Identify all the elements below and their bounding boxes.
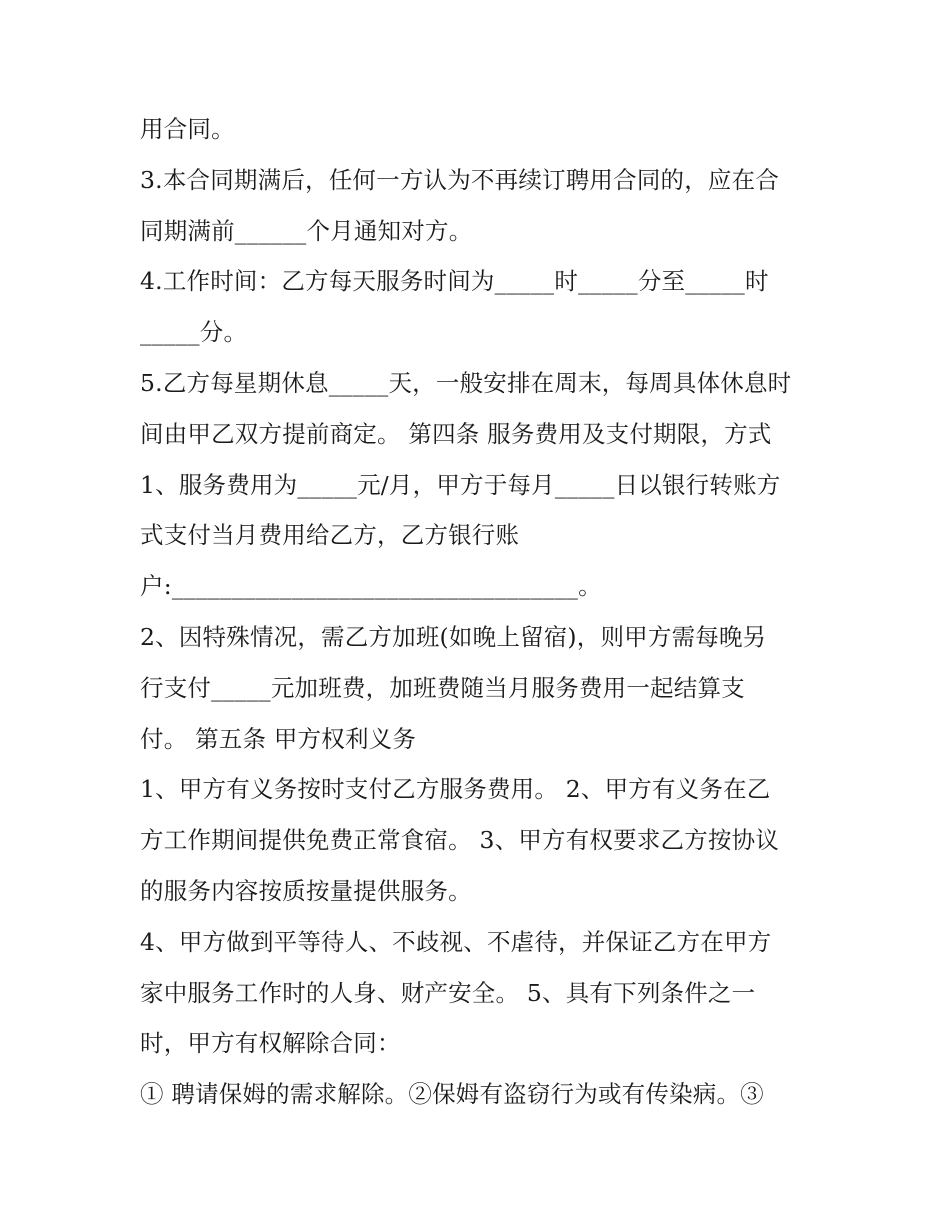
- text-line: 1、甲方有义务按时支付乙方服务费用。 2、甲方有义务在乙: [140, 775, 771, 804]
- text-line: ① 聘请保姆的需求解除。②保姆有盗窃行为或有传染病。③: [140, 1080, 764, 1109]
- text-line: 2、因特殊情况，需乙方加班(如晚上留宿)，则甲方需每晚另: [140, 622, 767, 651]
- text-line: 4、甲方做到平等待人、不歧视、不虐待，并保证乙方在甲方: [140, 927, 772, 956]
- text-line: _____分。: [140, 318, 248, 347]
- text-line: 5.乙方每星期休息_____天，一般安排在周末，每周具体休息时: [140, 368, 792, 397]
- text-line: 行支付_____元加班费，加班费随当月服务费用一起结算支: [140, 673, 745, 702]
- text-line: 3.本合同期满后，任何一方认为不再续订聘用合同的，应在合: [140, 165, 780, 194]
- text-line: 户:__________________________________。: [140, 572, 602, 601]
- text-line: 间由甲乙双方提前商定。 第四条 服务费用及支付期限，方式: [140, 419, 772, 448]
- text-line: 的服务内容按质按量提供服务。: [140, 876, 472, 905]
- text-line: 式支付当月费用给乙方，乙方银行账: [140, 521, 520, 550]
- text-line: 付。 第五条 甲方权利义务: [140, 724, 417, 753]
- text-line: 1、服务费用为_____元/月，甲方于每月_____日以银行转账方: [140, 470, 781, 499]
- text-line: 同期满前______个月通知对方。: [140, 216, 473, 245]
- text-line: 方工作期间提供免费正常食宿。 3、甲方有权要求乙方按协议: [140, 826, 780, 855]
- text-line: 用合同。: [140, 115, 235, 143]
- contract-text-block: [140, 104, 820, 1120]
- text-line: 4.工作时间：乙方每天服务时间为_____时_____分至_____时: [140, 267, 769, 296]
- text-line: 时，甲方有权解除合同：: [140, 1029, 401, 1058]
- text-line: 家中服务工作时的人身、财产安全。 5、具有下列条件之一: [140, 978, 756, 1007]
